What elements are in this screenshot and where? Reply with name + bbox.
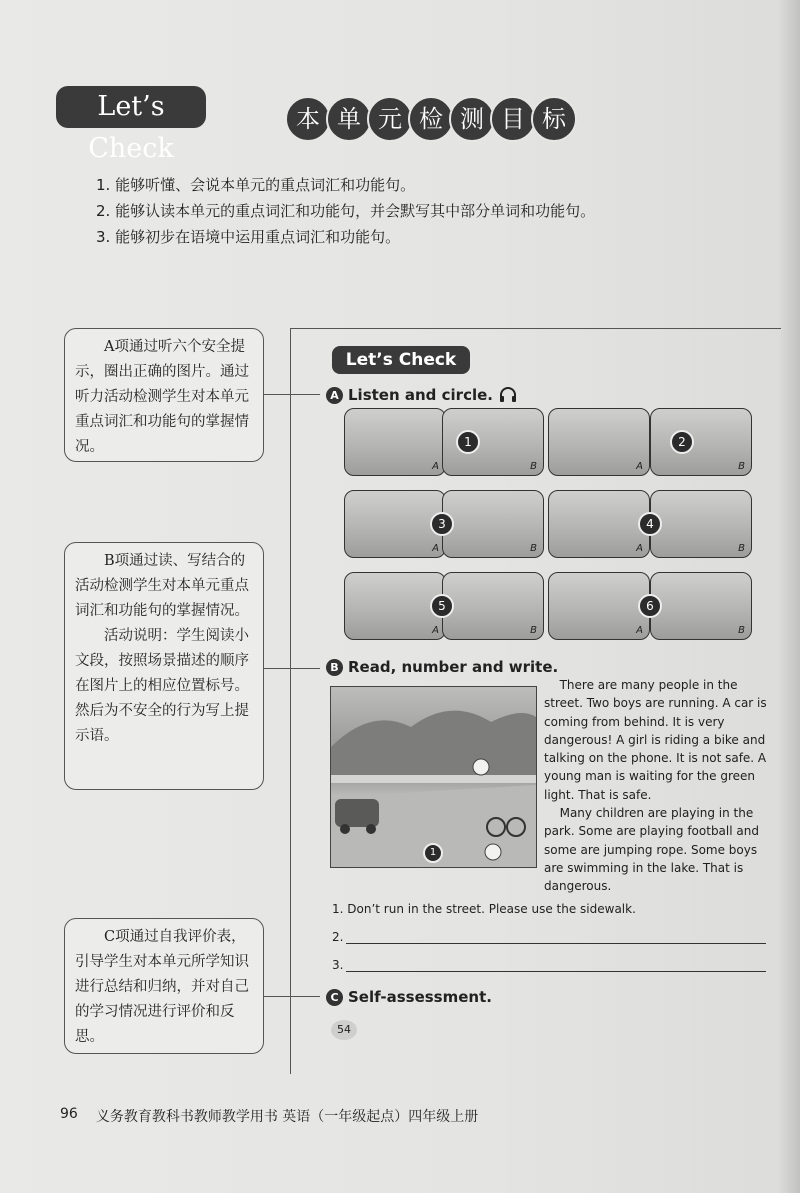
goal-item: 2. 能够认读本单元的重点词汇和功能句，并会默写其中部分单词和功能句。 <box>96 202 596 220</box>
option-label: A <box>636 461 643 472</box>
note-c-text: C项通过自我评价表，引导学生对本单元所学知识进行总结和归纳，并对自己的学习情况进行评价和反思。 <box>75 929 249 1045</box>
section-a-title: Listen and circle. <box>348 386 493 404</box>
passage-paragraph-2: Many children are playing in the park. Some are playing football and some are jumping rope. Some boys are swimming in the lake. That is dangerous. <box>544 806 759 894</box>
page-footer <box>60 1106 478 1126</box>
scene-drawing <box>331 687 536 867</box>
title-char: 检 <box>408 96 454 142</box>
note-section-b <box>64 542 264 790</box>
option-label: A <box>636 625 643 636</box>
goal-item: 1. 能够听懂、会说本单元的重点词汇和功能句。 <box>96 176 416 194</box>
note-b-text: B项通过读、写结合的活动检测学生对本单元重点词汇和功能句的掌握情况。 <box>75 553 249 619</box>
note-section-c <box>64 918 264 1054</box>
answer-rule-2[interactable] <box>346 943 766 944</box>
binding-shadow <box>778 0 800 1193</box>
section-c-title: Self-assessment. <box>348 988 492 1006</box>
section-b-title: Read, number and write. <box>348 658 559 676</box>
section-b-letter: B <box>326 659 343 676</box>
section-c-letter: C <box>326 989 343 1006</box>
goal-item: 3. 能够初步在语境中运用重点词汇和功能句。 <box>96 228 401 246</box>
answer-rule-3[interactable] <box>346 971 766 972</box>
picture-number-6: 6 <box>638 594 662 618</box>
note-a-text: A项通过听六个安全提示，圈出正确的图片。通过听力活动检测学生对本单元重点词汇和功能句的掌握情况。 <box>75 339 249 455</box>
note-section-a <box>64 328 264 462</box>
picture-2b[interactable] <box>650 408 752 476</box>
picture-3b[interactable] <box>442 490 544 558</box>
picture-number-4: 4 <box>638 512 662 536</box>
picture-2a[interactable] <box>548 408 650 476</box>
picture-number-2: 2 <box>670 430 694 454</box>
book-title: 义务教育教科书教师教学用书 英语（一年级起点）四年级上册 <box>95 1109 479 1125</box>
title-char: 目 <box>490 96 536 142</box>
title-char: 测 <box>449 96 495 142</box>
reading-passage <box>544 676 772 896</box>
title-char: 单 <box>326 96 372 142</box>
picture-4b[interactable] <box>650 490 752 558</box>
section-a-letter: A <box>326 387 343 404</box>
title-char: 标 <box>531 96 577 142</box>
passage-paragraph-1: There are many people in the street. Two boys are running. A car is coming from behind. It is very dangerous! A girl is riding a bike and talking on the phone. It is not safe. A young man is waiting for the green light. That is safe. <box>544 678 767 802</box>
note-b-instructions: 活动说明：学生阅读小文段，按照场景描述的顺序在图片上的相应位置标号。然后为不安全的行为写上提示语。 <box>75 628 249 744</box>
picture-6a[interactable] <box>548 572 650 640</box>
picture-1a[interactable] <box>344 408 446 476</box>
picture-6b[interactable] <box>650 572 752 640</box>
answer-line-3: 3. <box>332 958 344 972</box>
page-number: 96 <box>60 1106 78 1122</box>
headphones-icon <box>499 387 517 403</box>
picture-number-1: 1 <box>456 430 480 454</box>
textbook-lets-check-badge: Let’s Check <box>332 346 470 374</box>
option-label: A <box>432 625 439 636</box>
scene-marker-1: 1 <box>423 843 443 863</box>
section-c-heading <box>326 988 492 1006</box>
street-park-scene-illustration <box>330 686 537 868</box>
option-label: A <box>432 461 439 472</box>
answer-line-2: 2. <box>332 930 344 944</box>
picture-4a[interactable] <box>548 490 650 558</box>
option-label: B <box>530 461 537 472</box>
option-label: B <box>530 625 537 636</box>
title-char: 本 <box>285 96 331 142</box>
title-char: 元 <box>367 96 413 142</box>
unit-check-goals-title <box>290 96 577 142</box>
lets-check-badge: Let’s Check <box>56 86 206 128</box>
goals-list <box>96 172 595 250</box>
picture-number-5: 5 <box>430 594 454 618</box>
option-label: B <box>738 543 745 554</box>
picture-5b[interactable] <box>442 572 544 640</box>
section-b-heading <box>326 658 558 676</box>
section-a-heading <box>326 386 517 404</box>
option-label: A <box>432 543 439 554</box>
option-label: B <box>738 461 745 472</box>
option-label: B <box>530 543 537 554</box>
picture-number-3: 3 <box>430 512 454 536</box>
option-label: B <box>738 625 745 636</box>
answer-line-1: 1. Don’t run in the street. Please use the sidewalk. <box>332 902 636 916</box>
option-label: A <box>636 543 643 554</box>
inner-page-number: 54 <box>331 1020 357 1040</box>
